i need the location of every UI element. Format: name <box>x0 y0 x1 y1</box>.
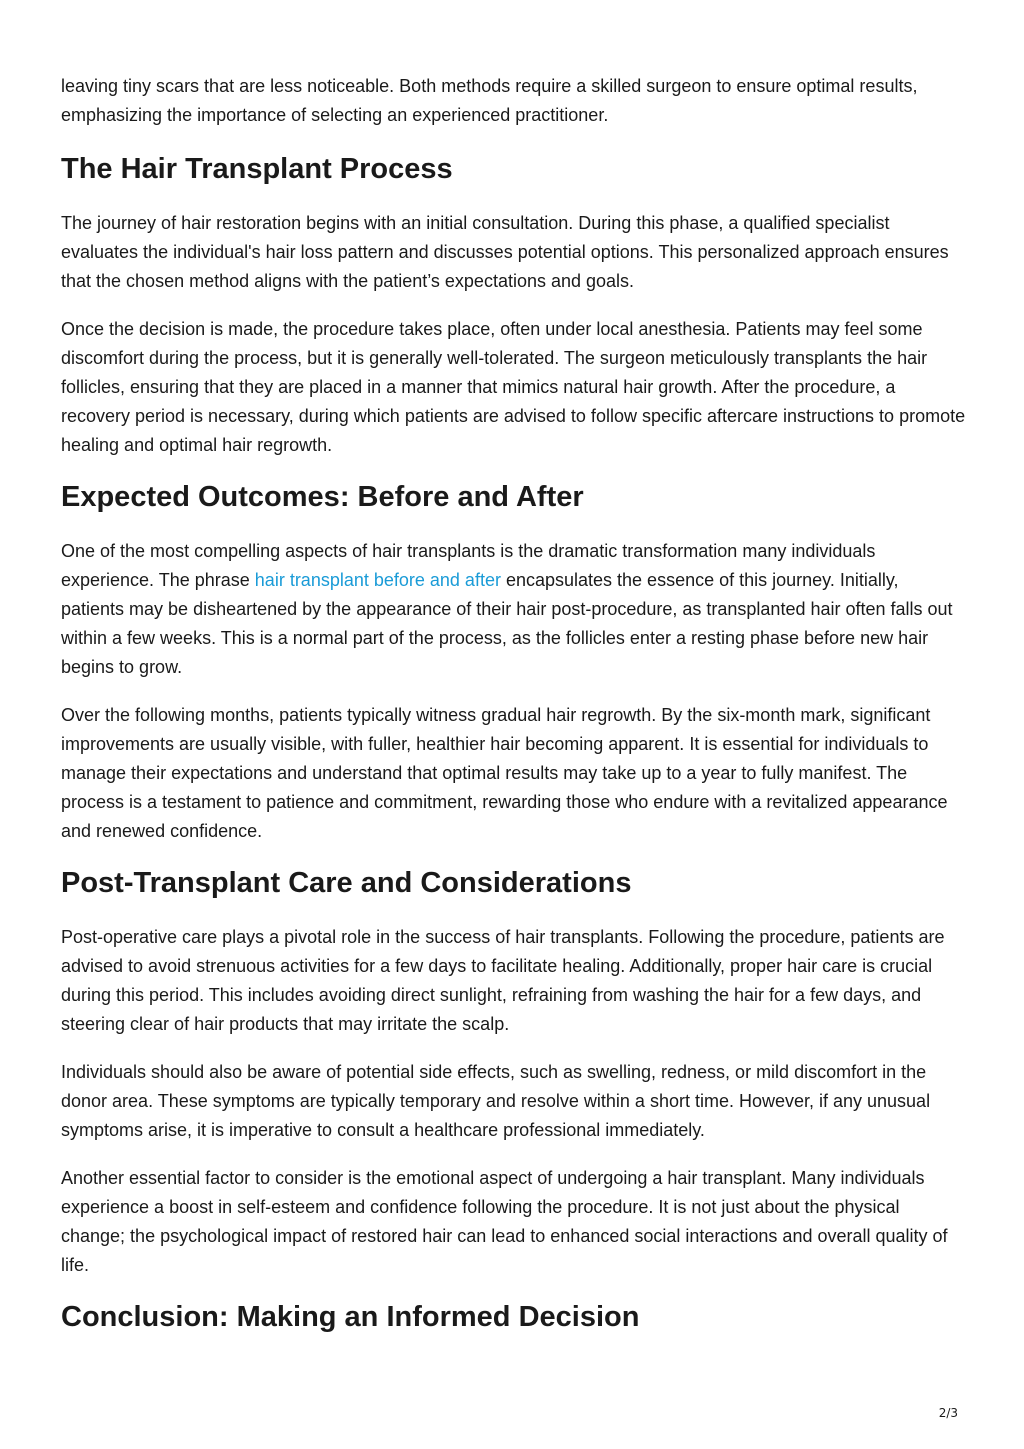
outcomes-paragraph-2: Over the following months, patients typically witness gradual hair regrowth. By the six-month mark, significant improvements are usually visible, with fuller, healthier hair becoming apparent. It is essential for individuals to manage their expectations and understand that optimal results may take up to a year to fully manifest. The process is a testament to patience and commitment, rewarding those who endure with a revitalized appearance and renewed confidence. <box>61 705 948 841</box>
process-paragraph-1: The journey of hair restoration begins with an initial consultation. During this phase, a qualified specialist evaluates the individual's hair loss pattern and discusses potential options. This personalized approach ensures that the chosen method aligns with the patient’s expectations and goals. <box>61 213 949 291</box>
care-paragraph-3: Another essential factor to consider is the emotional aspect of undergoing a hair transplant. Many individuals experience a boost in self-esteem and confidence following the procedure. It is not just about the physical change; the psychological impact of restored hair can lead to enhanced social interactions and overall quality of life. <box>61 1168 948 1275</box>
page-number: 2/3 <box>938 1406 958 1420</box>
care-paragraph-1: Post-operative care plays a pivotal role in the success of hair transplants. Following the procedure, patients are advised to avoid strenuous activities for a few days to facilitate healing. Additionally, proper hair care is crucial during this period. This includes avoiding direct sunlight, refraining from washing the hair for a few days, and steering clear of hair products that may irritate the scalp. <box>61 927 945 1034</box>
section-heading-outcomes: Expected Outcomes: Before and After <box>61 481 584 513</box>
care-paragraph-2: Individuals should also be aware of potential side effects, such as swelling, redness, or mild discomfort in the donor area. These symptoms are typically temporary and resolve within a short time. However, if any unusual symptoms arise, it is imperative to consult a healthcare professional immediately. <box>61 1062 931 1140</box>
outcomes-paragraph-1 <box>61 537 966 682</box>
section-heading-conclusion: Conclusion: Making an Informed Decision <box>61 1301 640 1333</box>
outcomes-paragraph-1-end: encapsulates the essence of this journey. Initially, patients may be disheartened by the appearance of their hair post-procedure, as transplanted hair often falls out within a few weeks. This is a normal part of the process, as the follicles enter a resting phase before new hair begins to grow. <box>61 570 953 677</box>
intro-paragraph: leaving tiny scars that are less noticeable. Both methods require a skilled surgeon to ensure optimal results, emphasizing the importance of selecting an experienced practitioner. <box>61 76 918 125</box>
outcomes-paragraph-1-start: One of the most compelling aspects of hair transplants is the dramatic transformation many individuals experience. The phrase <box>61 541 876 590</box>
section-heading-process: The Hair Transplant Process <box>61 153 453 185</box>
hair-transplant-before-after-link[interactable]: hair transplant before and after <box>254 570 501 590</box>
section-heading-care: Post-Transplant Care and Considerations <box>61 867 632 899</box>
process-paragraph-2: Once the decision is made, the procedure takes place, often under local anesthesia. Patients may feel some discomfort during the process, but it is generally well-tolerated. The surgeon meticulously transplants the hair follicles, ensuring that they are placed in a manner that mimics natural hair growth. After the procedure, a recovery period is necessary, during which patients are advised to follow specific aftercare instructions to promote healing and optimal hair regrowth. <box>61 319 966 455</box>
document-body <box>61 72 966 1335</box>
